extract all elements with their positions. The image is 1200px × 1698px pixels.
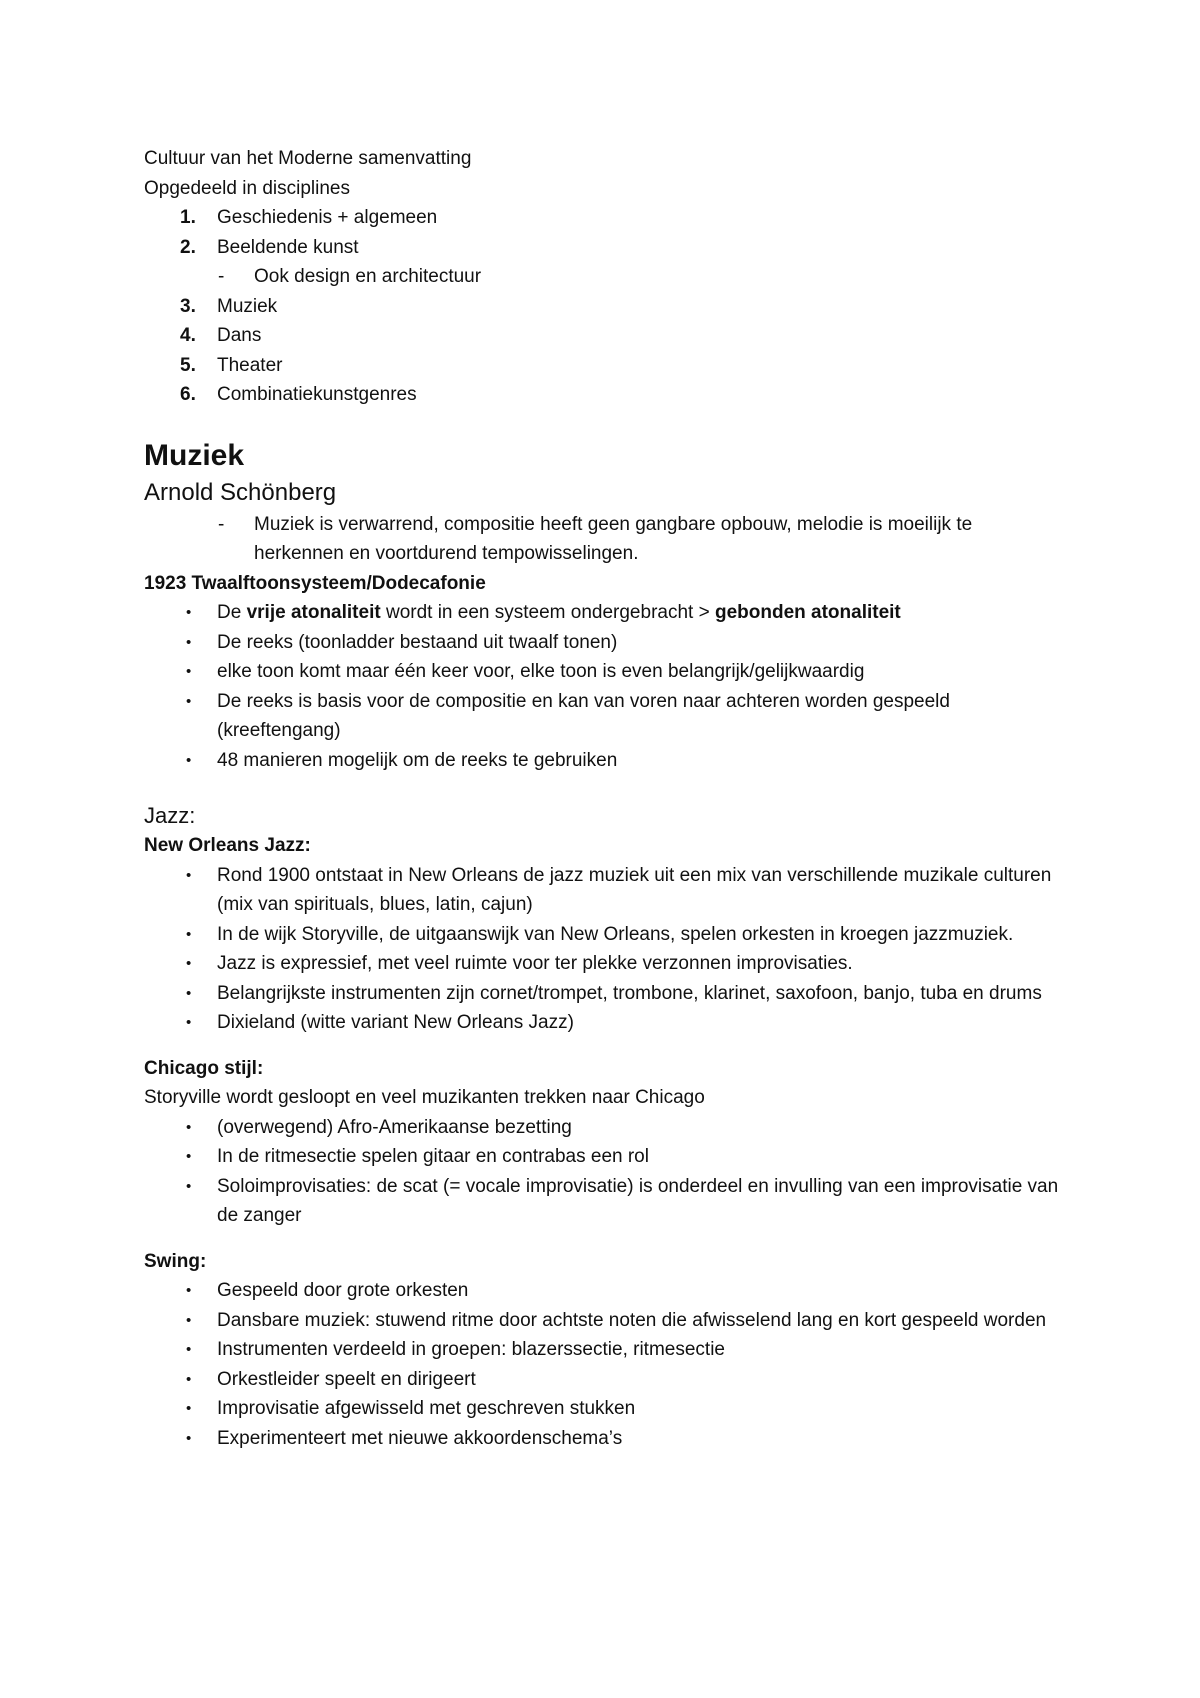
list-item: • (overwegend) Afro-Amerikaanse bezetting <box>186 1116 572 1138</box>
list-item: • De reeks is basis voor de compositie en kan van voren naar achteren worden gespeeld (kreeftengang) <box>186 690 950 741</box>
list-item: 3. Muziek <box>180 295 278 317</box>
document-content <box>144 144 1064 1453</box>
subheading-twaalftoon: 1923 Twaalftoonsysteem/Dodecafonie <box>144 572 486 594</box>
section-heading-muziek: Muziek <box>144 438 245 472</box>
list-item: • In de ritmesectie spelen gitaar en contrabas een rol <box>186 1146 649 1167</box>
subheading-schonberg: Arnold Schönberg <box>144 478 337 506</box>
chicago-list <box>144 1113 1064 1231</box>
list-item: • Gespeeld door grote orkesten <box>186 1280 469 1301</box>
list-item: • In de wijk Storyville, de uitgaanswijk van New Orleans, spelen orkesten in kroegen jazzmuziek. <box>186 923 1014 945</box>
list-item: • De reeks (toonladder bestaand uit twaalf tonen) <box>186 631 618 653</box>
list-subitem: - Ook design en architectuur <box>218 266 482 287</box>
list-item: • Dansbare muziek: stuwend ritme door achtste noten die afwisselend lang en kort gespeeld worden <box>186 1309 1047 1331</box>
document-subtitle: Opgedeeld in disciplines <box>144 177 350 199</box>
list-item: • Improvisatie afgewisseld met geschreven stukken <box>186 1398 636 1419</box>
list-item: 2. Beeldende kunst <box>180 236 359 258</box>
list-item: • Jazz is expressief, met veel ruimte voor ter plekke verzonnen improvisaties. <box>186 953 853 974</box>
subheading-chicago: Chicago stijl: <box>144 1057 264 1079</box>
disciplines-list <box>144 203 1064 410</box>
list-item: • Instrumenten verdeeld in groepen: blazerssectie, ritmesectie <box>186 1339 725 1360</box>
section-heading-jazz: Jazz: <box>144 803 196 828</box>
list-item: 6. Combinatiekunstgenres <box>180 384 417 405</box>
schonberg-note: - Muziek is verwarrend, compositie heeft geen gangbare opbouw, melodie is moeilijk te herkennen en voortdurend tempowisselingen. <box>218 513 973 564</box>
list-item: • Rond 1900 ontstaat in New Orleans de jazz muziek uit een mix van verschillende muzikale culturen (mix van spirituals, blues, latin, cajun) <box>186 864 1052 915</box>
list-item: 5. Theater <box>180 354 283 376</box>
list-item: • 48 manieren mogelijk om de reeks te gebruiken <box>186 749 618 771</box>
subheading-swing: Swing: <box>144 1250 207 1272</box>
list-item: • Belangrijkste instrumenten zijn cornet/trompet, trombone, klarinet, saxofoon, banjo, tuba en drums <box>186 982 1042 1004</box>
list-item: • Dixieland (witte variant New Orleans Jazz) <box>186 1012 574 1033</box>
twaalftoon-list <box>144 598 1064 775</box>
new-orleans-list <box>144 861 1064 1038</box>
document-title: Cultuur van het Moderne samenvatting <box>144 148 472 169</box>
list-item: • Experimenteert met nieuwe akkoordenschema’s <box>186 1427 623 1449</box>
subheading-new-orleans: New Orleans Jazz: <box>144 835 311 856</box>
chicago-intro: Storyville wordt gesloopt en veel muzikanten trekken naar Chicago <box>144 1087 705 1108</box>
list-item: 1. Geschiedenis + algemeen <box>180 207 438 228</box>
list-item: • Soloimprovisaties: de scat (= vocale improvisatie) is onderdeel en invulling van een improvisatie van de zanger <box>186 1175 1059 1226</box>
list-item: • De vrije atonaliteit wordt in een systeem ondergebracht > gebonden atonaliteit <box>186 602 901 623</box>
swing-list <box>144 1276 1064 1453</box>
list-item: • elke toon komt maar één keer voor, elke toon is even belangrijk/gelijkwaardig <box>186 661 865 682</box>
list-item: 4. Dans <box>180 325 262 346</box>
list-item: • Orkestleider speelt en dirigeert <box>186 1368 476 1390</box>
